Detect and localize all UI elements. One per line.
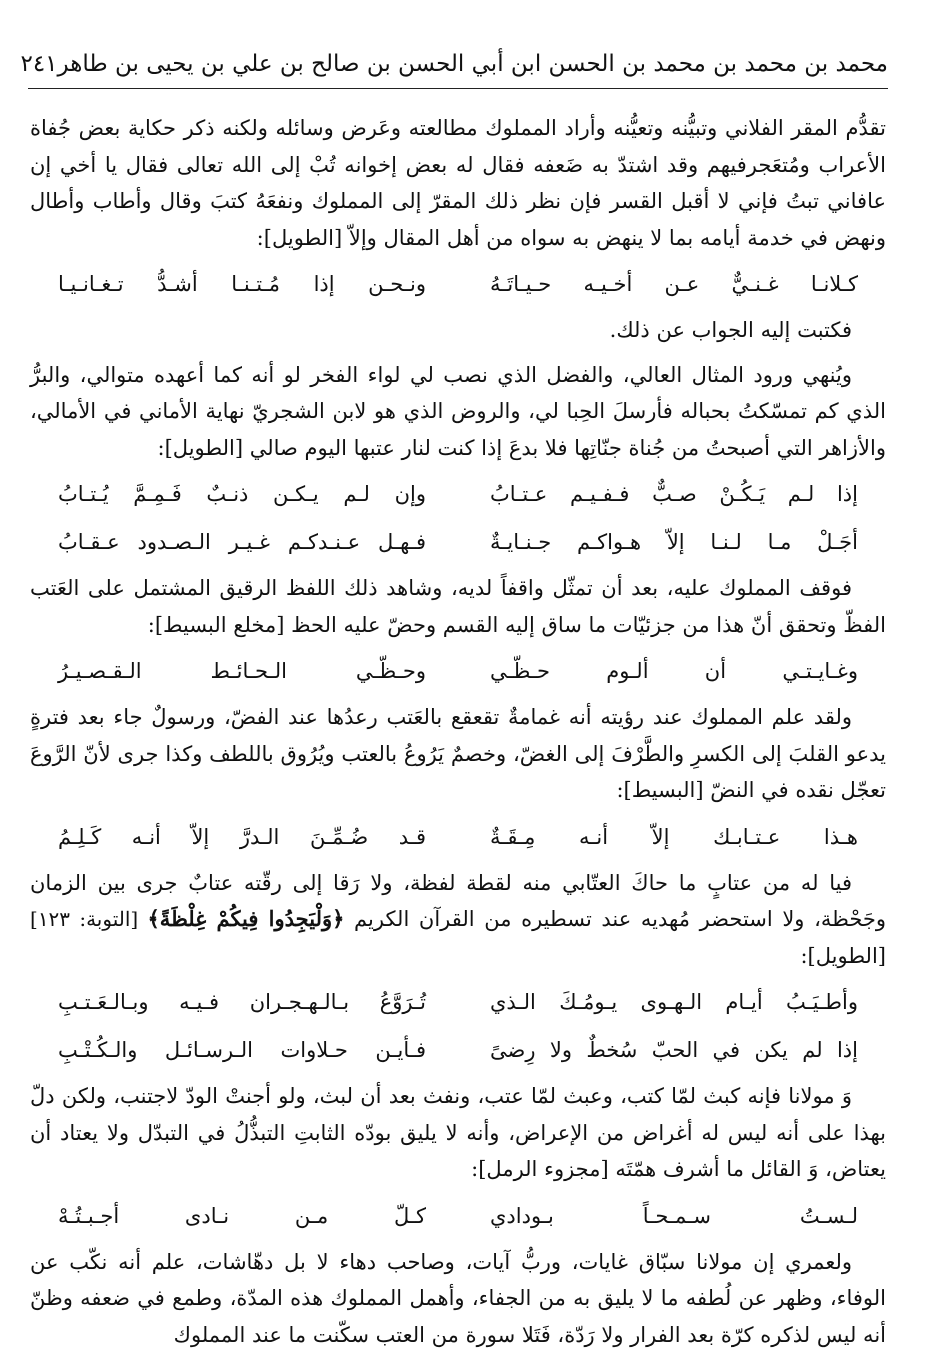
verse-second-hemistich: ونـحـن إذا مُـتـنـا أشـدُّ تـغـانـيـا	[58, 272, 426, 296]
verse-line	[58, 1030, 858, 1070]
verse-line	[58, 982, 858, 1022]
verse-line	[58, 522, 858, 562]
quran-quote: ﴿وَلْيَجِدُوا فِيكُمْ غِلْظَةً﴾	[147, 906, 345, 931]
verse-first-hemistich: وأطـيَـبُ أيـام الـهـوى يـومُـكَ الـذي	[490, 990, 858, 1014]
verse-second-hemistich: تُـرَوَّعُ بـالـهـجـران فـيـه وبـالـعَـتـبِ	[58, 990, 426, 1014]
paragraph-text: [الطويل]:	[800, 943, 886, 968]
verse-first-hemistich: إذا لم يكن في الحبّ سُخطٌ ولا رِضىً	[490, 1038, 858, 1062]
verse-first-hemistich: كـلانـا غـنـيٌّ عـن أخـيـه حـيـاتَـهُ	[490, 272, 858, 296]
verse-first-hemistich: هـذا عـتـابـك إلاّ أنـه مِـقَـةٌ	[490, 824, 858, 849]
quran-reference: [التوبة: ١٢٣]	[30, 907, 148, 931]
verse-second-hemistich: فـهـل عـنـدكـم غـيـر الـصـدود عـقـابُ	[58, 530, 426, 554]
page-body	[30, 110, 886, 1361]
paragraph-text: فيا له من عتابٍ ما حاكَ العتّابي منه لقطة لفظة، ولا رَقا إلى رقّته عتابٌ جرى بين الزمان وجَحْظة، ولا استحضر مُهديه عند تسطيره من القرآن الكريم	[30, 870, 887, 931]
verse-first-hemistich: إذا لـم يَـكُـنْ صـبٌّ فـفـيـم عـتـابُ	[490, 482, 858, 506]
verse-first-hemistich: لـسـتُ سـمـحـاً بـودادي	[490, 1203, 858, 1228]
verse-first-hemistich: وغـايـتـي أن ألـوم حـظّـي	[490, 659, 858, 683]
verse-second-hemistich: كـلّ مـن نـادى أجـبـتُـهْ	[58, 1203, 426, 1228]
verse-first-hemistich: أجَـلْ مـا لـنـا إلاّ هـواكـم جـنـايـةٌ	[490, 530, 858, 554]
paragraph	[30, 865, 886, 975]
header-title: محمد بن محمد بن محمد بن الحسن ابن أبي الحسن بن صالح بن علي بن يحيى بن طاهر	[57, 51, 888, 77]
verse-line	[58, 474, 858, 514]
page-number: ٢٤١	[20, 51, 58, 77]
paragraph: ويُنهي ورود المثال العالي، والفضل الذي نصب لي لواء الفخر لو أنه كما أعهده متوالي، والبرُّ الذي كم تمسّكتُ بحباله فأرسلَ الحِبا لي، والروض الذي هو لابن الشجريّ نهاية الأماني في الأمالي، والأزاهر التي أصبحتُ من جُناة جنّاتِها فلا بدعَ إذا كنت لنار عتبها اليوم صالي [الطويل]:	[30, 362, 886, 460]
verse-second-hemistich: فـأيـن حـلاوات الـرسـائـل والـكُـتْـبِ	[58, 1038, 426, 1062]
verse-second-hemistich: وحـظّـي الـحـائـط الـقـصـيـرُ	[58, 659, 426, 683]
verse-line	[58, 1196, 858, 1236]
paragraph: ولقد علم المملوك عند رؤيته أنه غمامةٌ تقعقع بالعَتب رعدُها عند الفضّ، ورسولٌ جاء بعد فترةٍ يدعو القلبَ إلى الكسرِ والطَّرْفَ إلى الغضّ، وخصمٌ يَرُوعُ بالعتب ويُرُوق باللطف وكذا جرى لأنّ الرَّوعَ تعجّل نقده في النضّ [البسيط]:	[30, 705, 886, 802]
paragraph: ولعمري إن مولانا سبّاق غايات، وربُّ آيات، وصاحب دهاء لا بل دهّاشات، علم أنه نكّب عن الوفاء، وظهر عن لُطفه ما لا يليق به من الجفاء، وأهمل المملوك هذه المدّة، وطمع في ضعفه وظنّ أنه ليس لذكره كرّة بعد الفرار ولا رَدّة، فَتَلا سورة من العتب سكّنت ما عند المملوك	[30, 1249, 886, 1347]
verse-line	[58, 651, 858, 691]
paragraph: فكتبت إليه الجواب عن ذلك.	[609, 318, 852, 342]
verse-second-hemistich: قـد ضُـمِّـنَ الـدرَّ إلاّ أنـه كَـلِـمُ	[58, 824, 426, 849]
verse-line	[58, 264, 858, 304]
header-rule	[28, 88, 888, 89]
running-header	[20, 44, 888, 84]
verse-second-hemistich: وإن لـم يـكـن ذنـبٌ فَـمِـمَّ يُـتـابُ	[58, 482, 426, 506]
paragraph: وَ مولانا فإنه كبث لمّا كتب، وعبث لمّا عتب، ونفث بعد أن لبث، ولو أجنتْ الودّ لاجتنب، ولكن دلّ بهذا على أنه ليس له أغراض من الإعراض، وأنه لا يليق بودّه الثابتِ التبذُّلُ في التبدّل ولا يعتاد أن يعتاض، وَ القائل ما أشرف همّتَه [مجزوء الرمل]:	[30, 1084, 886, 1181]
paragraph: فوقف المملوك عليه، بعد أن تمثّل واقفاً لديه، وشاهد ذلك اللفظ الرقيق المشتمل على العَتب الفظّ وتحقق أنّ هذا من جزئيّات ما ساق إليه القسم وحضّ عليه الحظ [مخلع البسيط]:	[30, 576, 886, 637]
paragraph: تقدُّم المقر الفلاني وتبيُّنه وتعيُّنه وأراد المملوك مطالعته وعَرض وسائله ولكنه ذكر حكاية بعض جُفاة الأعراب ومُتعَجرفيهم وقد اشتدّ به ضَعفه فقال له بعض إخوانه تُبْ إلى الله تعالى فقال يا أخي إن عافاني تبتُ فإني لا أقبل القسر فإن نظر ذلك المقرّ إلى المملوك ونفعَهُ كتبَ وقال وأطاب وأطال ونهض في خدمة أيامه بما لا ينهض به سواه من أهل المقال وإلاّ [الطويل]:	[30, 116, 886, 250]
verse-line	[58, 817, 858, 857]
